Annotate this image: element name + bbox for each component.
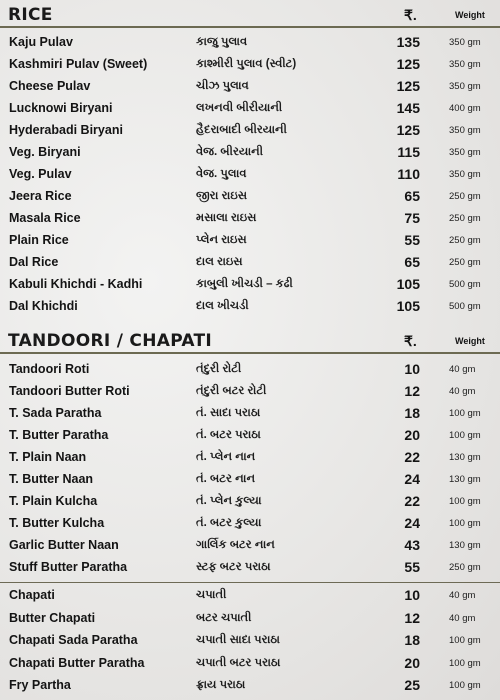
- menu-item-name: T. Butter Naan: [9, 472, 94, 486]
- menu-item-weight: 100 gm: [449, 430, 481, 441]
- menu-item-gujarati-name: તં. પ્લેન નાન: [196, 451, 256, 463]
- menu-item-row: [0, 231, 500, 252]
- menu-item-row: [0, 514, 500, 535]
- menu-item-name: Cheese Pulav: [9, 79, 91, 93]
- menu-item-gujarati-name: તં. બટર પરાઠા: [196, 429, 261, 441]
- menu-item-name: Kashmiri Pulav (Sweet): [9, 57, 148, 71]
- menu-item-weight: 130 gm: [449, 452, 481, 463]
- menu-item-weight: 40 gm: [449, 590, 476, 601]
- tandoori-weight-header: Weight: [455, 336, 485, 346]
- menu-item-price: 22: [404, 449, 420, 465]
- menu-item-price: 125: [396, 78, 420, 94]
- menu-item-name: Dal Khichdi: [9, 299, 78, 313]
- menu-item-price: 20: [404, 654, 420, 671]
- menu-item-name: Tandoori Butter Roti: [9, 384, 130, 398]
- menu-item-price: 135: [396, 34, 420, 50]
- menu-item-weight: 350 gm: [449, 125, 481, 136]
- menu-item-price: 18: [404, 405, 420, 421]
- menu-item-weight: 250 gm: [449, 257, 481, 268]
- menu-item-weight: 40 gm: [449, 364, 476, 375]
- menu-item-gujarati-name: કાબુલી ખીચડી – કઢી: [196, 278, 293, 290]
- menu-item-row: [0, 426, 500, 447]
- menu-item-row: [0, 77, 500, 98]
- menu-item-weight: 350 gm: [449, 147, 481, 158]
- menu-item-gujarati-name: પ્લેન રાઇસ: [196, 234, 247, 246]
- menu-item-name: T. Plain Kulcha: [9, 494, 98, 508]
- menu-item-name: Chapati: [9, 588, 55, 602]
- rice-price-header: ₹.: [404, 7, 417, 23]
- menu-item-price: 25: [404, 677, 420, 694]
- menu-item-weight: 350 gm: [449, 81, 481, 92]
- menu-item-weight: 130 gm: [449, 474, 481, 485]
- tandoori-price-header: ₹.: [404, 333, 417, 349]
- menu-item-name: Butter Chapati: [9, 610, 96, 625]
- menu-item-price: 10: [404, 587, 420, 603]
- menu-item-row: [0, 631, 500, 652]
- menu-item-weight: 500 gm: [449, 279, 481, 290]
- menu-item-weight: 130 gm: [449, 540, 481, 551]
- menu-item-weight: 400 gm: [449, 103, 481, 114]
- menu-item-weight: 40 gm: [449, 612, 476, 624]
- menu-item-weight: 100 gm: [449, 680, 481, 692]
- menu-item-row: [0, 253, 500, 274]
- menu-item-row: [0, 536, 500, 557]
- menu-item-row: [0, 382, 500, 403]
- menu-item-gujarati-name: તં. બટર નાન: [196, 473, 256, 485]
- menu-item-price: 65: [404, 254, 420, 270]
- menu-item-price: 125: [396, 56, 420, 72]
- menu-item-weight: 250 gm: [449, 213, 481, 224]
- menu-item-price: 75: [404, 210, 420, 226]
- menu-item-row: [0, 55, 500, 76]
- menu-item-row: [0, 558, 500, 579]
- menu-item-price: 110: [397, 166, 420, 182]
- menu-item-price: 22: [404, 493, 420, 509]
- tandoori-section-title: TANDOORI / CHAPATI: [8, 331, 213, 351]
- menu-item-weight: 350 gm: [449, 59, 481, 70]
- menu-item-price: 145: [396, 100, 420, 116]
- menu-item-name: Stuff Butter Paratha: [9, 560, 128, 574]
- menu-item-weight: 250 gm: [449, 235, 481, 246]
- menu-item-row: [0, 275, 500, 296]
- menu-item-price: 12: [404, 383, 420, 399]
- menu-item-price: 24: [404, 471, 420, 487]
- menu-item-price: 10: [404, 361, 420, 377]
- menu-item-name: Masala Rice: [9, 211, 81, 225]
- menu-item-weight: 250 gm: [449, 191, 481, 202]
- menu-item-row: [0, 99, 500, 120]
- rice-weight-header: Weight: [455, 10, 485, 20]
- menu-item-price: 105: [396, 298, 420, 314]
- menu-item-gujarati-name: ચપાતી સાદા પરાઠા: [196, 634, 280, 647]
- tandoori-section-header: [0, 330, 500, 354]
- menu-item-name: Plain Rice: [9, 233, 69, 247]
- menu-item-price: 125: [396, 122, 420, 138]
- menu-item-gujarati-name: તંદુરી બટર રોટી: [196, 385, 267, 397]
- menu-item-name: T. Butter Kulcha: [9, 516, 105, 530]
- menu-item-weight: 100 gm: [449, 635, 481, 647]
- menu-item-name: Dal Rice: [9, 255, 59, 269]
- menu-item-gujarati-name: તં. પ્લેન કુલ્યા: [196, 495, 262, 507]
- rice-section-header: [0, 4, 500, 28]
- menu-item-name: Garlic Butter Naan: [9, 538, 119, 552]
- menu-item-gujarati-name: કાશ્મીરી પુલાવ (સ્વીટ): [196, 58, 297, 70]
- menu-item-gujarati-name: તં. બટર કુલ્યા: [196, 517, 262, 529]
- section-divider: [0, 582, 500, 583]
- menu-item-price: 55: [404, 559, 420, 575]
- menu-item-name: T. Sada Paratha: [9, 406, 102, 420]
- menu-item-row: [0, 360, 500, 381]
- menu-item-gujarati-name: વેજ. પુલાવ: [196, 168, 247, 180]
- menu-item-name: Veg. Biryani: [9, 145, 81, 159]
- menu-item-price: 115: [397, 144, 420, 160]
- menu-item-name: Chapati Butter Paratha: [9, 655, 145, 670]
- menu-item-row: [0, 187, 500, 208]
- menu-item-gujarati-name: હૈદરાબાદી બીરયાની: [196, 124, 287, 136]
- menu-item-gujarati-name: જીરા રાઇસ: [196, 190, 248, 202]
- menu-item-weight: 100 gm: [449, 518, 481, 529]
- menu-item-gujarati-name: મસાલા રાઇસ: [196, 212, 257, 224]
- menu-item-row: [0, 609, 500, 630]
- menu-item-name: Kabuli Khichdi - Kadhi: [9, 277, 143, 291]
- menu-item-row: [0, 492, 500, 513]
- menu-item-weight: 40 gm: [449, 386, 476, 397]
- menu-item-row: [0, 586, 500, 607]
- menu-item-row: [0, 121, 500, 142]
- menu-item-gujarati-name: બટર ચપાતી: [196, 611, 252, 624]
- menu-item-weight: 500 gm: [449, 301, 481, 312]
- menu-item-price: 12: [404, 609, 420, 626]
- menu-item-gujarati-name: તંદુરી રોટી: [196, 363, 242, 375]
- menu-item-name: T. Plain Naan: [9, 450, 87, 464]
- menu-item-gujarati-name: લખનવી બીરીયાની: [196, 102, 283, 114]
- menu-item-row: [0, 676, 500, 697]
- menu-item-name: T. Butter Paratha: [9, 428, 109, 442]
- menu-item-price: 105: [396, 276, 420, 292]
- menu-item-row: [0, 165, 500, 186]
- menu-item-weight: 100 gm: [449, 408, 481, 419]
- menu-item-gujarati-name: સ્ટફ બટર પરાઠા: [196, 561, 271, 573]
- menu-item-price: 18: [404, 632, 420, 649]
- menu-item-weight: 350 gm: [449, 37, 481, 48]
- menu-item-name: Veg. Pulav: [9, 167, 72, 181]
- menu-item-gujarati-name: ચપાતી: [196, 589, 227, 601]
- menu-item-price: 20: [404, 427, 420, 443]
- menu-item-gujarati-name: કાજુ પુલાવ: [196, 36, 248, 48]
- menu-item-gujarati-name: ચીઝ પુલાવ: [196, 80, 249, 92]
- menu-item-price: 65: [404, 188, 420, 204]
- menu-item-row: [0, 143, 500, 164]
- menu-item-name: Tandoori Roti: [9, 362, 90, 376]
- menu-item-row: [0, 209, 500, 230]
- rice-section-title: RICE: [8, 5, 53, 25]
- menu-item-name: Kaju Pulav: [9, 35, 73, 49]
- menu-item-row: [0, 33, 500, 54]
- menu-item-weight: 100 gm: [449, 657, 481, 669]
- menu-item-gujarati-name: તં. સાદા પરાઠા: [196, 407, 261, 419]
- menu-item-weight: 250 gm: [449, 562, 481, 573]
- menu-item-row: [0, 470, 500, 491]
- menu-item-name: Jeera Rice: [9, 189, 72, 203]
- menu-item-weight: 100 gm: [449, 496, 481, 507]
- menu-item-name: Fry Partha: [9, 678, 71, 693]
- menu-item-price: 55: [404, 232, 420, 248]
- menu-item-weight: 350 gm: [449, 169, 481, 180]
- menu-item-gujarati-name: દાલ રાઇસ: [196, 256, 243, 268]
- menu-item-gujarati-name: વેજ. બીરયાની: [196, 146, 263, 158]
- menu-item-gujarati-name: ચપાતી બટર પરાઠા: [196, 656, 281, 669]
- menu-item-price: 24: [404, 515, 420, 531]
- menu-item-row: [0, 654, 500, 675]
- menu-item-gujarati-name: દાલ ખીચડી: [196, 300, 249, 312]
- menu-item-price: 43: [404, 537, 420, 553]
- menu-item-name: Hyderabadi Biryani: [9, 123, 123, 137]
- menu-item-name: Chapati Sada Paratha: [9, 633, 138, 648]
- menu-item-row: [0, 448, 500, 469]
- menu-item-name: Lucknowi Biryani: [9, 101, 113, 115]
- menu-item-gujarati-name: ફ્રાય પરાઠા: [196, 679, 246, 692]
- menu-item-row: [0, 404, 500, 425]
- menu-item-gujarati-name: ગાર્લિક બટર નાન: [196, 539, 275, 551]
- menu-item-row: [0, 297, 500, 318]
